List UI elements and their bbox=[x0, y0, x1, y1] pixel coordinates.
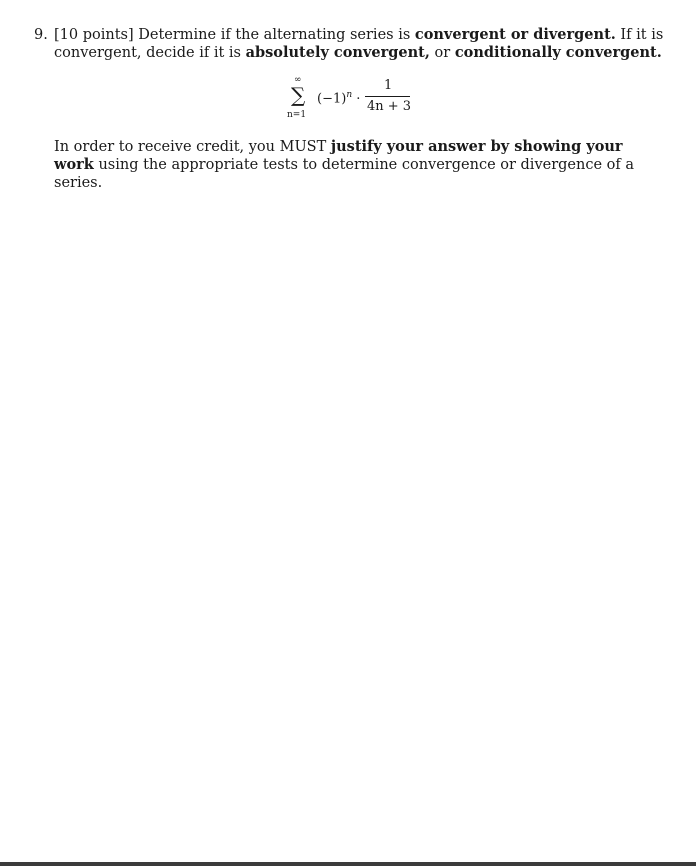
fraction-bar bbox=[365, 96, 410, 97]
convergent-decide-text: convergent, decide if it is bbox=[54, 45, 246, 61]
bottom-divider bbox=[0, 862, 696, 866]
fraction-numerator: 1 bbox=[384, 78, 393, 93]
series-formula bbox=[287, 75, 430, 126]
fraction-denominator: 4n + 3 bbox=[367, 99, 412, 114]
instructions-part-1: In order to receive credit, you MUST bbox=[54, 139, 331, 155]
bold-absolutely-convergent: absolutely convergent, bbox=[245, 44, 430, 61]
or-text: or bbox=[429, 45, 455, 61]
factor-base: (−1) bbox=[317, 91, 347, 107]
sum-lower-limit: n=1 bbox=[287, 110, 307, 120]
sum-upper-limit: ∞ bbox=[294, 75, 302, 85]
bold-convergent-or-divergent: convergent or divergent. bbox=[414, 26, 616, 43]
multiply-dot: · bbox=[352, 91, 361, 107]
alternating-factor bbox=[317, 88, 360, 106]
instructions-paragraph bbox=[54, 138, 664, 192]
instructions-bold: justify your answer by showing your work bbox=[54, 138, 623, 173]
summation-symbol: ∑ bbox=[291, 83, 306, 107]
problem-points: [10 points] bbox=[54, 27, 134, 43]
factor-exponent: n bbox=[346, 90, 353, 100]
problem-number: 9. bbox=[34, 27, 48, 43]
problem-statement bbox=[34, 26, 664, 62]
problem-line-2 bbox=[34, 44, 664, 62]
problem-line-1 bbox=[34, 26, 664, 44]
instructions-part-2: using the appropriate tests to determine convergence or divergence of a series. bbox=[54, 157, 635, 191]
problem-intro: Determine if the alternating series is bbox=[133, 27, 415, 43]
if-it-is-text: If it is bbox=[615, 27, 664, 43]
bold-conditionally-convergent: conditionally convergent. bbox=[454, 44, 662, 61]
